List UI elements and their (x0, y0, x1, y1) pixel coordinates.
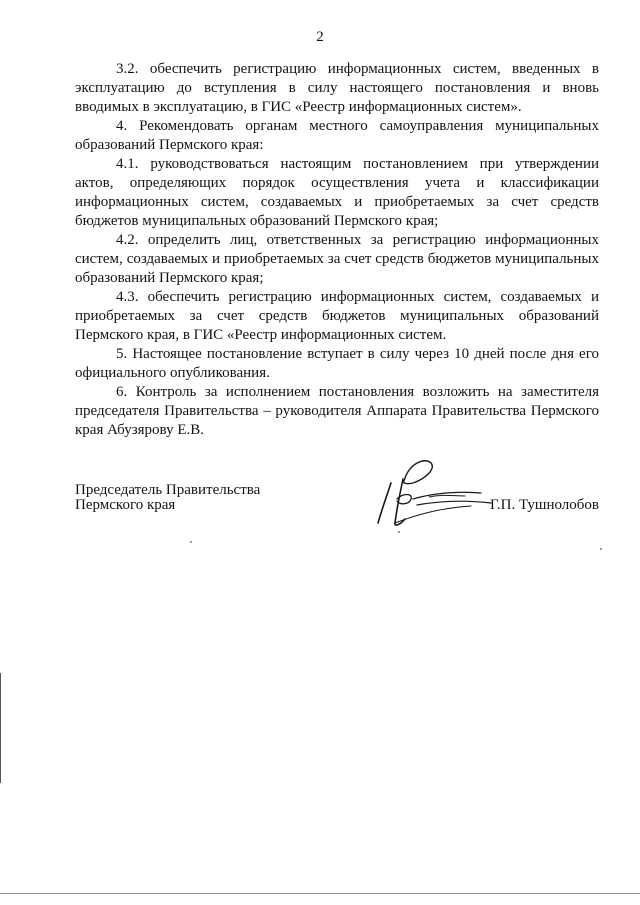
paragraph-3-2: 3.2. обеспечить регистрацию информационных систем, введенных в эксплуатацию до вступления в силу настоящего постановления и вновь вводимых в эксплуатацию, в ГИС «Реестр информационных систем». (75, 61, 599, 115)
signatory-title-line-2: Пермского края (75, 497, 176, 513)
scan-artifact-dot (190, 541, 192, 543)
paragraph-5: 5. Настоящее постановление вступает в силу через 10 дней после дня его официального опубликования. (75, 346, 599, 381)
scan-artifact-line (0, 673, 1, 783)
handwritten-signature (373, 453, 503, 528)
paragraph-4-3: 4.3. обеспечить регистрацию информационных систем, создаваемых и приобретаемых за счет средств бюджетов муниципальных образований Пермского края, в ГИС «Реестр информационных систем. (75, 289, 599, 343)
scan-artifact-dot (600, 548, 602, 550)
scan-artifact-dot (398, 531, 400, 533)
signatory-title (75, 483, 260, 513)
paragraph-4: 4. Рекомендовать органам местного самоуправления муниципальных образований Пермского края: (75, 118, 599, 153)
document-body (75, 60, 599, 440)
paragraph-6: 6. Контроль за исполнением постановления возложить на заместителя председателя Правительства – руководителя Аппарата Правительства Пермского края Абузярову Е.В. (75, 384, 599, 438)
paragraph-4-1: 4.1. руководствоваться настоящим постановлением при утверждении актов, определяющих порядок осуществления учета и классификации информационных систем, создаваемых и приобретаемых за счет средств бюджетов муниципальных образований Пермского края; (75, 156, 599, 229)
signature-block (75, 483, 599, 543)
signatory-name: Г.П. Тушнолобов (489, 497, 599, 513)
page-number: 2 (316, 29, 324, 45)
scan-artifact-line-bottom (0, 893, 640, 894)
paragraph-4-2: 4.2. определить лиц, ответственных за регистрацию информационных систем, создаваемых и приобретаемых за счет средств бюджетов муниципальных образований Пермского края; (75, 232, 599, 286)
signatory-title-line-1: Председатель Правительства (75, 482, 261, 498)
